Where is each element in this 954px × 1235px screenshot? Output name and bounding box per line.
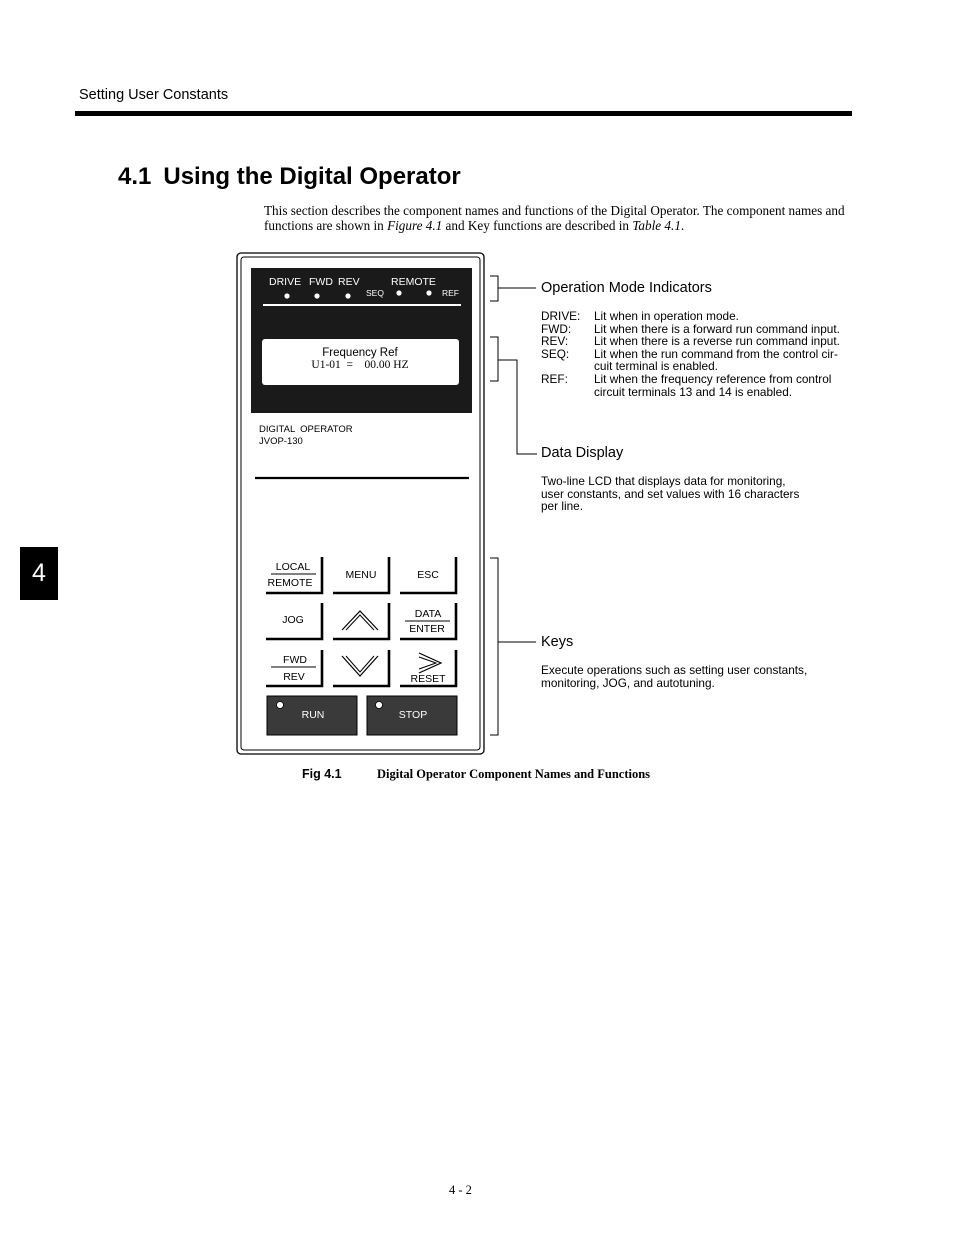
display-description-line: user constants, and set values with 16 characters [541, 486, 800, 501]
fwd-rev-key[interactable] [266, 650, 322, 686]
up-arrow-key[interactable] [333, 603, 389, 639]
run-key[interactable] [267, 696, 357, 735]
indicator-row-fwd: FWD: Lit when there is a forward run command input. [541, 321, 840, 336]
indicator-row-ref-cont: circuit terminals 13 and 14 is enabled. [594, 384, 793, 399]
indicator-rev-label: REV [338, 276, 360, 288]
indicator-fwd-label: FWD [309, 276, 333, 288]
intro-text-2: and Key functions are described in [442, 217, 633, 233]
local-remote-key[interactable] [266, 557, 322, 593]
esc-key[interactable] [400, 557, 456, 593]
run-key-label: RUN [301, 709, 325, 721]
display-leader [498, 360, 537, 454]
seq-led-icon [396, 290, 401, 295]
run-led-icon [277, 702, 284, 709]
lcd-line-2: U1-01 = 00.00 HZ [311, 359, 409, 371]
display-description-line: per line. [541, 499, 583, 514]
rev-led-icon [345, 293, 350, 298]
keys-description [541, 664, 871, 689]
operator-model-number: JVOP-130 [259, 436, 303, 447]
indicator-drive-label: DRIVE [269, 276, 302, 288]
intro-text-1: This section describes the component names and functions of the Digital Operator. The component names and functions are shown in [264, 203, 845, 233]
section-number: 4.1 [118, 163, 152, 190]
keys-description-line: monitoring, JOG, and autotuning. [541, 675, 715, 690]
fwd-led-icon [314, 293, 319, 298]
down-arrow-key[interactable] [333, 650, 389, 686]
esc-key-label: ESC [417, 569, 439, 581]
display-description [541, 475, 871, 513]
indicator-remote-label: REMOTE [391, 276, 436, 288]
stop-led-icon [376, 702, 383, 709]
indicator-row-drive: DRIVE: Lit when in operation mode. [541, 309, 739, 323]
display-callout-title: Data Display [541, 445, 624, 461]
ref-led-icon [426, 290, 431, 295]
stop-key[interactable] [367, 696, 457, 735]
stop-key-label: STOP [398, 709, 428, 721]
indicator-seq-label: SEQ [366, 288, 384, 298]
figure-caption [302, 767, 651, 781]
indicators-description-list [541, 310, 871, 398]
section-heading: Using the Digital Operator [163, 163, 461, 190]
indicators-callout-title: Operation Mode Indicators [541, 280, 712, 296]
jog-key-label: JOG [282, 614, 304, 626]
menu-key-label: MENU [345, 569, 377, 581]
lcd-line-1: Frequency Ref [322, 347, 398, 359]
operator-model-name: DIGITAL OPERATOR [259, 424, 353, 435]
data-key-label: DATA [414, 608, 442, 620]
indicator-row-seq-cont: cuit terminal is enabled. [594, 359, 718, 374]
indicator-ref-label: REF [442, 288, 459, 298]
figure-caption-text: Digital Operator Component Names and Functions [377, 767, 651, 781]
keys-callout-title: Keys [541, 634, 574, 650]
figure-label: Fig 4.1 [302, 767, 342, 781]
menu-key[interactable] [333, 557, 389, 593]
keys-description-line: Execute operations such as setting user constants, [541, 663, 808, 677]
keys-bracket [490, 558, 498, 735]
intro-text-3: . [680, 217, 685, 233]
figure-reference: Figure 4.1 [387, 217, 443, 233]
reset-key-label: RESET [410, 673, 446, 685]
drive-led-icon [284, 293, 289, 298]
indicator-row-ref: REF: Lit when the frequency reference from control [541, 371, 832, 386]
running-header: Setting User Constants [79, 87, 229, 103]
display-bracket [490, 337, 498, 381]
local-key-label: LOCAL [275, 561, 311, 573]
fwd-key-label: FWD [283, 654, 307, 666]
table-reference: Table 4.1 [632, 217, 681, 233]
indicator-row-seq: SEQ: Lit when the run command from the control cir- [541, 346, 838, 361]
indicator-row-rev: REV: Lit when there is a reverse run command input. [541, 334, 840, 349]
jog-key[interactable] [266, 603, 322, 639]
enter-key-label: ENTER [409, 623, 445, 635]
rev-key-label: REV [283, 671, 305, 683]
display-description-line: Two-line LCD that displays data for monitoring, [541, 474, 786, 488]
chapter-tab: 4 [20, 547, 58, 600]
remote-key-label: REMOTE [267, 577, 313, 589]
page-number: 4 - 2 [449, 1183, 472, 1197]
data-enter-key[interactable] [400, 603, 456, 639]
shift-reset-key[interactable] [400, 650, 456, 686]
indicators-bracket [490, 276, 498, 301]
